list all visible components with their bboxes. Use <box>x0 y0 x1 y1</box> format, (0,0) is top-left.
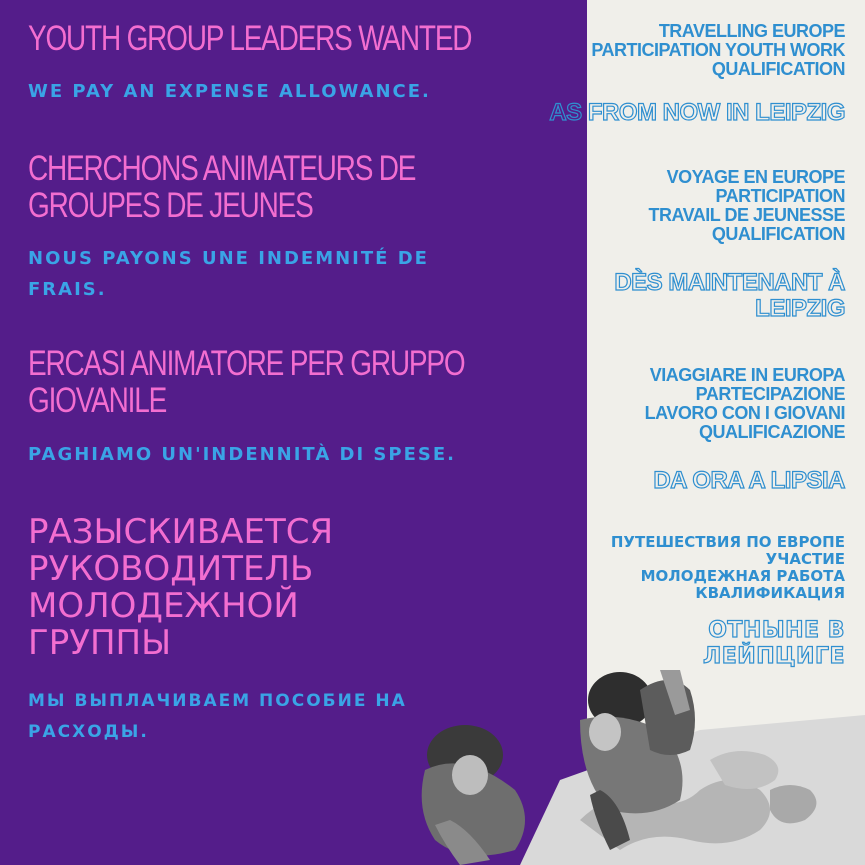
russian-subline-line-2: РАСХОДЫ. <box>28 722 149 742</box>
sidebar-english-outline: AS FROM NOW IN LEIPZIG <box>549 99 845 126</box>
french-subline <box>28 243 548 305</box>
sidebar-ru-line-1: ПУТЕШЕСТВИЯ ПО ЕВРОПЕ <box>610 533 845 551</box>
sidebar-en-line-2: PARTICIPATION YOUTH WORK <box>591 40 845 60</box>
youth-on-map-photo <box>410 670 865 865</box>
french-headline <box>28 150 476 224</box>
english-subline: WE PAY AN EXPENSE ALLOWANCE. <box>28 81 431 102</box>
sidebar-french-outline <box>545 270 845 322</box>
sidebar-it-line-4: QUALIFICAZIONE <box>699 422 845 442</box>
russian-headline <box>28 514 448 662</box>
sidebar-fr-outline-line-2: LEIPZIG <box>755 295 845 322</box>
french-headline-line-1: CHERCHONS ANIMATEURS DE <box>28 149 416 188</box>
sidebar-fr-outline-line-1: DÈS MAINTENANT À <box>614 269 845 296</box>
russian-headline-line-4: ГРУППЫ <box>28 623 172 663</box>
italian-headline <box>28 345 476 419</box>
russian-headline-line-3: МОЛОДЕЖНОЙ <box>28 586 299 626</box>
italian-headline-line-1: ERCASI ANIMATORE PER GRUPPO <box>28 344 465 383</box>
sidebar-french-block <box>545 168 845 244</box>
russian-headline-line-1: РАЗЫСКИВАЕТСЯ <box>28 512 334 552</box>
french-subline-line-1: NOUS PAYONS UNE INDEMNITÉ DE <box>28 248 429 269</box>
sidebar-ru-line-2: УЧАСТИЕ <box>765 550 845 568</box>
sidebar-ru-outline-line-1: ОТНЫНЕ В <box>708 618 845 643</box>
sidebar-ru-outline-line-2: ЛЕЙПЦИГЕ <box>703 644 845 669</box>
sidebar-english-block <box>545 22 845 79</box>
sidebar-italian-block <box>545 366 845 442</box>
sidebar-en-line-3: QUALIFICATION <box>711 59 845 79</box>
sidebar-italian-outline: DA ORA A LIPSIA <box>653 467 845 494</box>
sidebar-russian-outline <box>545 618 845 670</box>
sidebar-fr-line-2: PARTICIPATION <box>715 186 845 206</box>
sidebar-en-line-1: TRAVELLING EUROPE <box>658 21 845 41</box>
sidebar-it-line-1: VIAGGIARE IN EUROPA <box>649 365 845 385</box>
sidebar-ru-line-4: КВАЛИФИКАЦИЯ <box>695 584 845 602</box>
sidebar-it-line-2: PARTECIPAZIONE <box>695 384 845 404</box>
russian-headline-line-2: РУКОВОДИТЕЛЬ <box>28 549 314 589</box>
italian-headline-line-2: GIOVANILE <box>28 381 167 420</box>
sidebar-ru-line-3: МОЛОДЕЖНАЯ РАБОТА <box>640 567 845 585</box>
sidebar-fr-line-4: QUALIFICATION <box>711 224 845 244</box>
french-subline-line-2: FRAIS. <box>28 279 107 300</box>
sidebar-it-line-3: LAVORO CON I GIOVANI <box>644 403 845 423</box>
russian-subline-line-1: МЫ ВЫПЛАЧИВАЕМ ПОСОБИЕ НА <box>28 691 407 711</box>
sidebar-russian-block <box>545 534 845 602</box>
french-headline-line-2: GROUPES DE JEUNES <box>28 186 313 225</box>
english-headline: YOUTH GROUP LEADERS WANTED <box>28 19 472 58</box>
sidebar-fr-line-1: VOYAGE EN EUROPE <box>666 167 845 187</box>
italian-subline: PAGHIAMO UN'INDENNITÀ DI SPESE. <box>28 444 456 465</box>
sidebar-fr-line-3: TRAVAIL DE JEUNESSE <box>648 205 845 225</box>
